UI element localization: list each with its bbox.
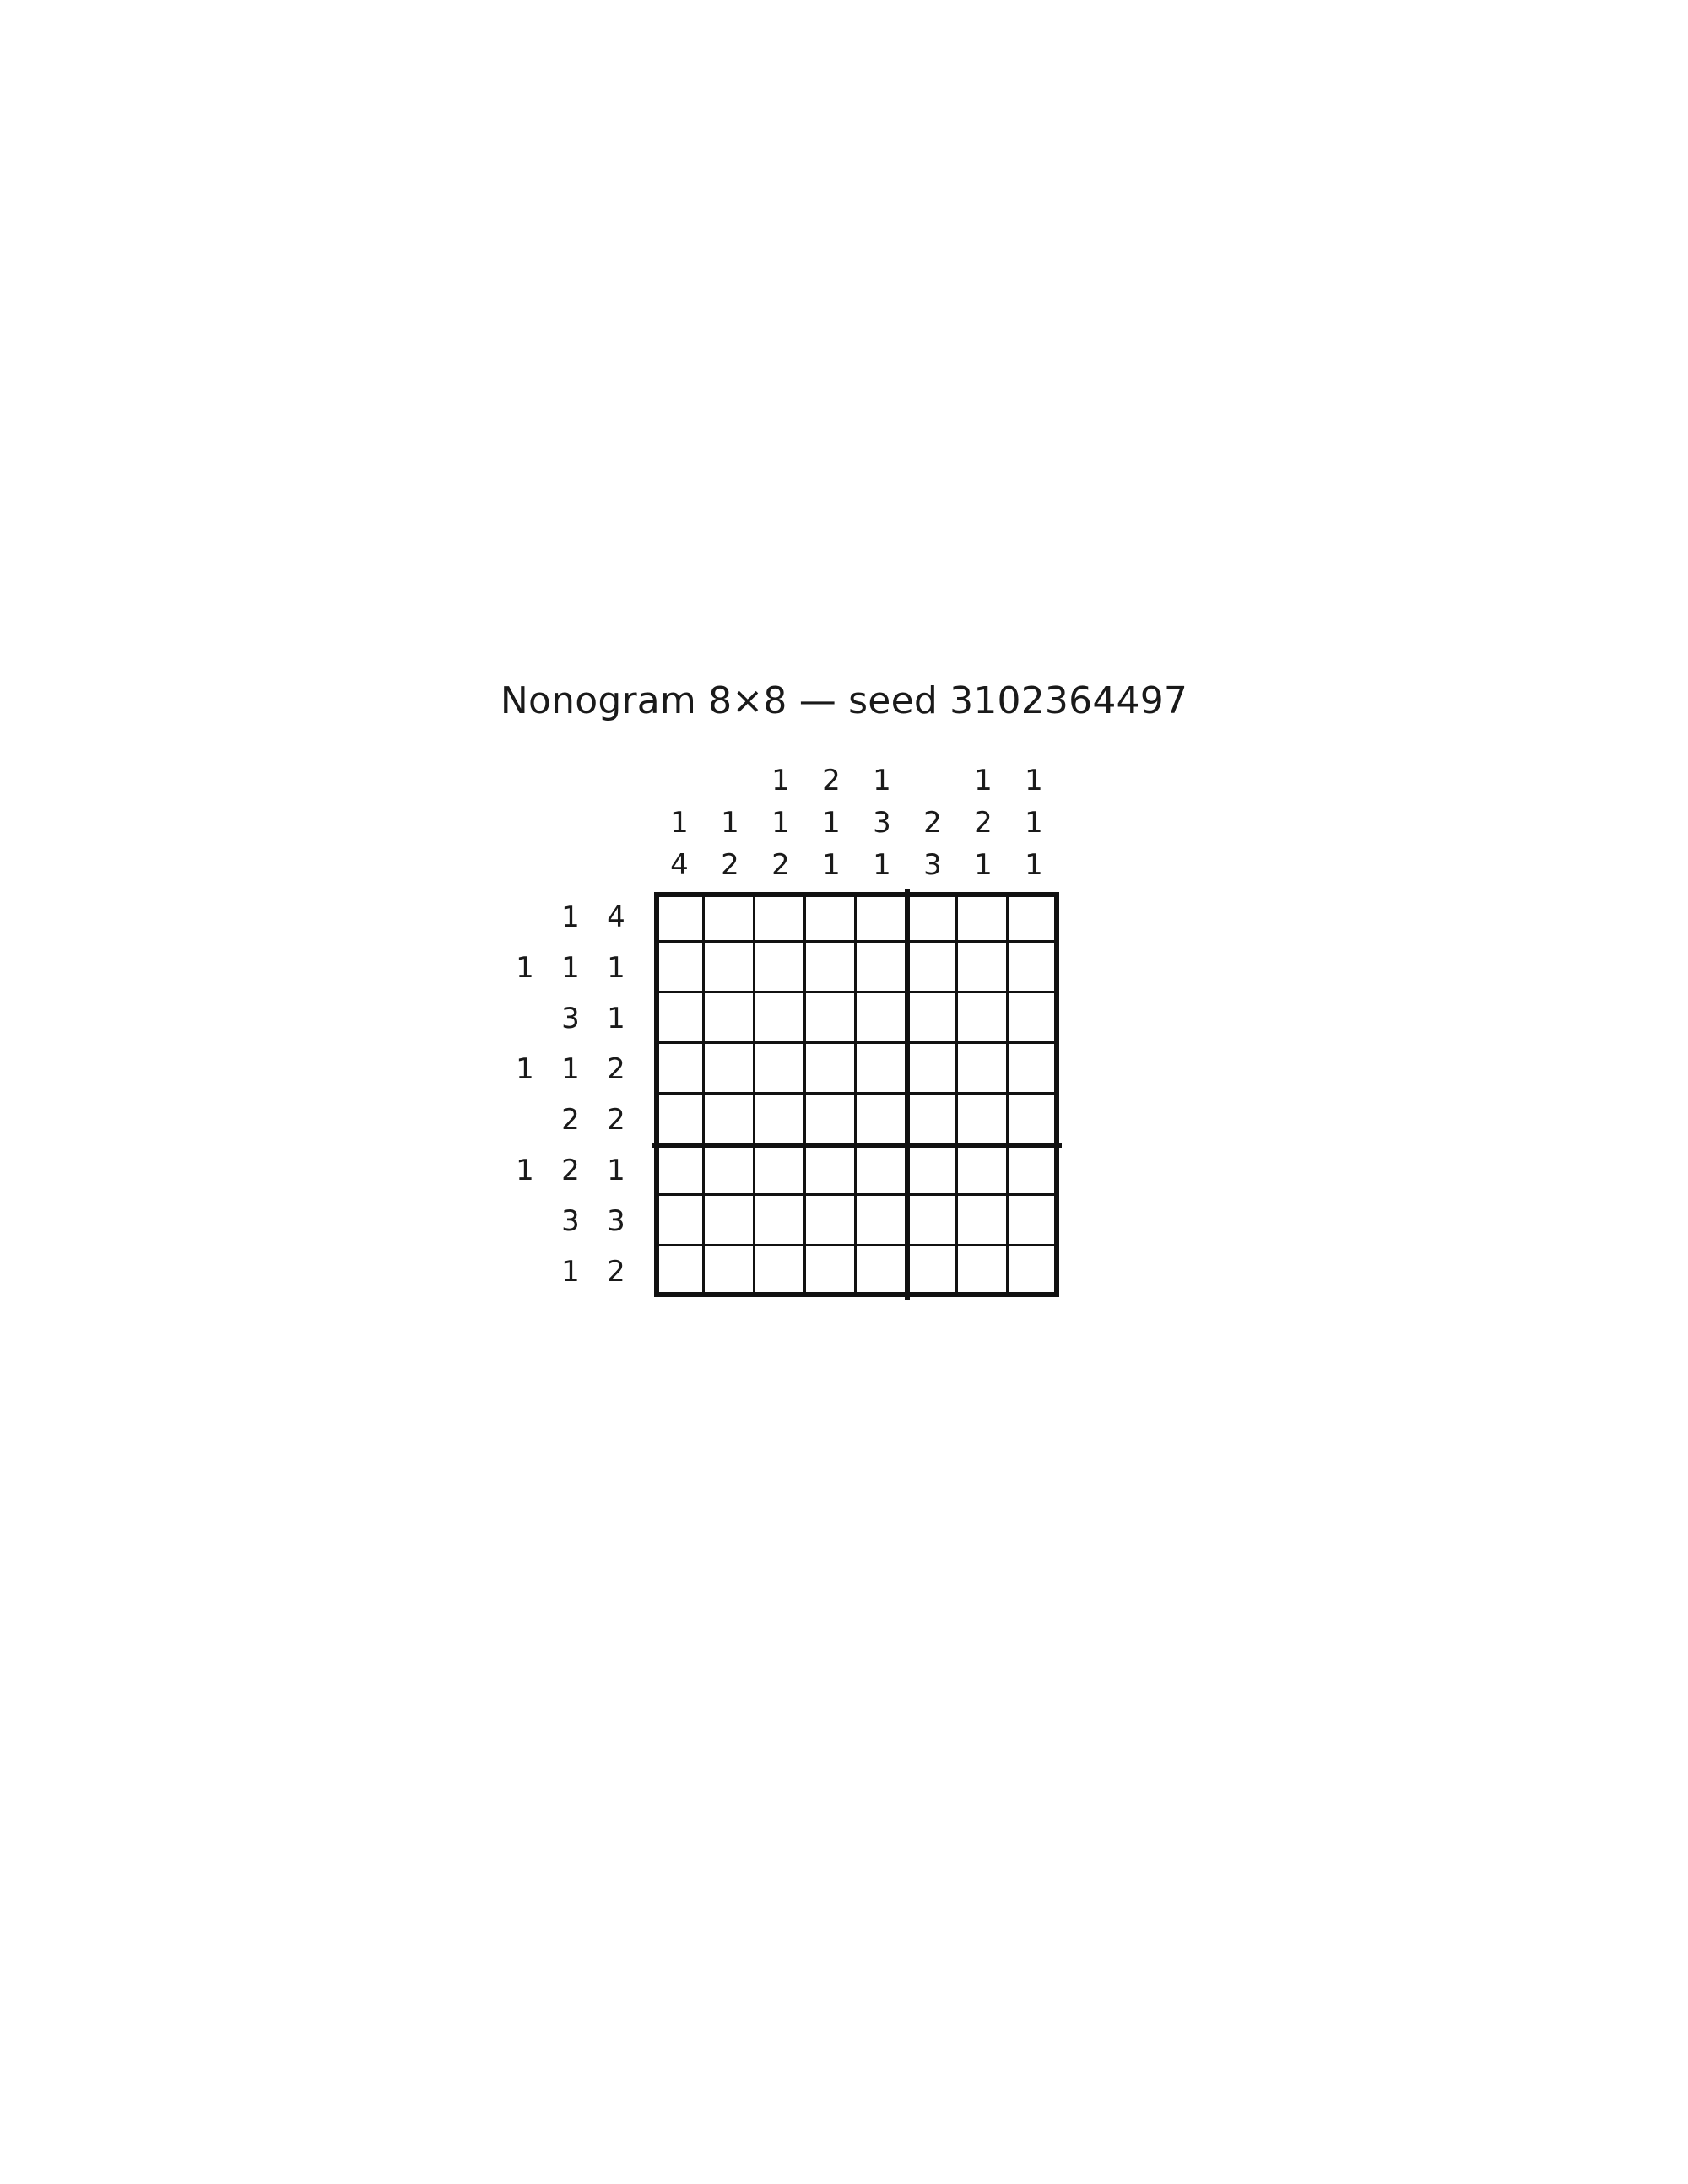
column-clue-value: 1 xyxy=(1025,848,1043,882)
grid-cell[interactable] xyxy=(705,1246,755,1297)
row-clue-value: 1 xyxy=(607,1002,625,1035)
page-title: Nonogram 8×8 — seed 3102364497 xyxy=(500,679,1188,722)
grid-cell[interactable] xyxy=(755,1246,806,1297)
grid-cell[interactable] xyxy=(857,1044,907,1095)
grid-cell[interactable] xyxy=(907,943,958,993)
column-clue-2 xyxy=(705,760,755,886)
grid-cell[interactable] xyxy=(1009,1095,1059,1145)
grid-cell[interactable] xyxy=(755,1145,806,1196)
grid-cell[interactable] xyxy=(654,993,705,1044)
grid-cell[interactable] xyxy=(907,1246,958,1297)
grid-cell[interactable] xyxy=(806,1246,857,1297)
grid-cell[interactable] xyxy=(958,943,1009,993)
row-clue-value: 2 xyxy=(607,1052,625,1086)
grid-cell[interactable] xyxy=(1009,1196,1059,1246)
row-clue-value: 3 xyxy=(561,1204,580,1238)
grid-cell[interactable] xyxy=(857,993,907,1044)
grid-cell[interactable] xyxy=(857,1246,907,1297)
grid-cell[interactable] xyxy=(654,1196,705,1246)
column-clues xyxy=(654,760,1059,886)
row-clue-4 xyxy=(502,1044,649,1095)
grid-cell[interactable] xyxy=(654,1145,705,1196)
grid-cell[interactable] xyxy=(1009,943,1059,993)
column-clue-value: 1 xyxy=(771,764,790,797)
column-clue-value: 1 xyxy=(822,806,841,840)
grid-cell[interactable] xyxy=(654,892,705,943)
column-clue-6 xyxy=(907,760,958,886)
nonogram-grid[interactable] xyxy=(654,892,1059,1297)
column-clue-value: 4 xyxy=(670,848,689,882)
grid-cell[interactable] xyxy=(1009,1044,1059,1095)
grid-cell[interactable] xyxy=(1009,1246,1059,1297)
column-clue-value: 1 xyxy=(822,848,841,882)
grid-cell[interactable] xyxy=(907,1044,958,1095)
grid-cell[interactable] xyxy=(806,1196,857,1246)
row-clue-value: 1 xyxy=(516,1154,534,1187)
row-clue-value: 1 xyxy=(516,1052,534,1086)
row-clue-value: 2 xyxy=(607,1103,625,1137)
column-clue-value: 2 xyxy=(771,848,790,882)
column-clue-value: 3 xyxy=(923,848,942,882)
column-clue-value: 2 xyxy=(974,806,993,840)
column-clue-value: 1 xyxy=(974,764,993,797)
column-clue-value: 2 xyxy=(721,848,739,882)
grid-cell[interactable] xyxy=(857,892,907,943)
grid-cell[interactable] xyxy=(806,892,857,943)
grid-cell[interactable] xyxy=(907,993,958,1044)
grid-cell[interactable] xyxy=(806,943,857,993)
row-clue-value: 3 xyxy=(561,1002,580,1035)
row-clue-3 xyxy=(502,993,649,1044)
column-clue-value: 1 xyxy=(771,806,790,840)
grid-cell[interactable] xyxy=(806,1095,857,1145)
row-clue-value: 1 xyxy=(607,1154,625,1187)
column-clue-value: 3 xyxy=(873,806,891,840)
grid-cell[interactable] xyxy=(755,1095,806,1145)
column-clue-7 xyxy=(958,760,1009,886)
column-clue-value: 1 xyxy=(1025,764,1043,797)
column-clue-value: 1 xyxy=(873,848,891,882)
grid-cell[interactable] xyxy=(705,943,755,993)
grid-cell[interactable] xyxy=(1009,892,1059,943)
grid-cell[interactable] xyxy=(1009,993,1059,1044)
grid-cell[interactable] xyxy=(755,892,806,943)
grid-cell[interactable] xyxy=(857,943,907,993)
grid-cell[interactable] xyxy=(1009,1145,1059,1196)
row-clues xyxy=(502,892,646,1297)
grid-cell[interactable] xyxy=(958,1044,1009,1095)
grid-cell[interactable] xyxy=(755,943,806,993)
grid-cell[interactable] xyxy=(755,993,806,1044)
row-clue-value: 1 xyxy=(607,951,625,985)
grid-cell[interactable] xyxy=(907,1145,958,1196)
row-clue-value: 4 xyxy=(607,900,625,934)
column-clue-4 xyxy=(806,760,857,886)
column-clue-value: 1 xyxy=(721,806,739,840)
row-clue-value: 1 xyxy=(561,1052,580,1086)
grid-cell[interactable] xyxy=(654,943,705,993)
grid-cell[interactable] xyxy=(654,1044,705,1095)
grid-cell[interactable] xyxy=(958,892,1009,943)
grid-cell[interactable] xyxy=(705,1145,755,1196)
column-clue-value: 1 xyxy=(873,764,891,797)
row-clue-value: 3 xyxy=(607,1204,625,1238)
column-clue-value: 2 xyxy=(923,806,942,840)
row-clue-1 xyxy=(502,892,649,943)
column-clue-8 xyxy=(1009,760,1059,886)
grid-cell[interactable] xyxy=(857,1145,907,1196)
grid-cell[interactable] xyxy=(705,892,755,943)
column-clue-5 xyxy=(857,760,907,886)
column-clue-1 xyxy=(654,760,705,886)
row-clue-6 xyxy=(502,1145,649,1196)
grid-cell[interactable] xyxy=(958,1095,1009,1145)
column-clue-value: 1 xyxy=(670,806,689,840)
row-clue-value: 1 xyxy=(561,900,580,934)
grid-cell[interactable] xyxy=(755,1044,806,1095)
row-clue-5 xyxy=(502,1095,649,1145)
row-clue-value: 1 xyxy=(516,951,534,985)
row-clue-value: 1 xyxy=(561,1255,580,1289)
grid-cell[interactable] xyxy=(907,892,958,943)
grid-cell[interactable] xyxy=(958,993,1009,1044)
grid-cell[interactable] xyxy=(705,1095,755,1145)
row-clue-8 xyxy=(502,1246,649,1297)
column-clue-3 xyxy=(755,760,806,886)
row-clue-value: 2 xyxy=(607,1255,625,1289)
row-clue-value: 1 xyxy=(561,951,580,985)
grid-cell[interactable] xyxy=(907,1095,958,1145)
row-clue-7 xyxy=(502,1196,649,1246)
grid-cell[interactable] xyxy=(705,993,755,1044)
grid-cell[interactable] xyxy=(958,1196,1009,1246)
row-clue-value: 2 xyxy=(561,1103,580,1137)
column-clue-value: 2 xyxy=(822,764,841,797)
grid-cell[interactable] xyxy=(705,1044,755,1095)
grid-cell[interactable] xyxy=(654,1246,705,1297)
grid-cell[interactable] xyxy=(806,993,857,1044)
grid-cell[interactable] xyxy=(755,1196,806,1246)
grid-cell[interactable] xyxy=(907,1196,958,1246)
grid-cell[interactable] xyxy=(654,1095,705,1145)
row-clue-value: 2 xyxy=(561,1154,580,1187)
grid-cell[interactable] xyxy=(806,1145,857,1196)
grid-cell[interactable] xyxy=(705,1196,755,1246)
row-clue-2 xyxy=(502,943,649,993)
grid-cell[interactable] xyxy=(857,1095,907,1145)
grid-cell[interactable] xyxy=(958,1246,1009,1297)
grid-cells xyxy=(654,892,1059,1297)
grid-cell[interactable] xyxy=(958,1145,1009,1196)
column-clue-value: 1 xyxy=(1025,806,1043,840)
grid-cell[interactable] xyxy=(857,1196,907,1246)
grid-cell[interactable] xyxy=(806,1044,857,1095)
column-clue-value: 1 xyxy=(974,848,993,882)
